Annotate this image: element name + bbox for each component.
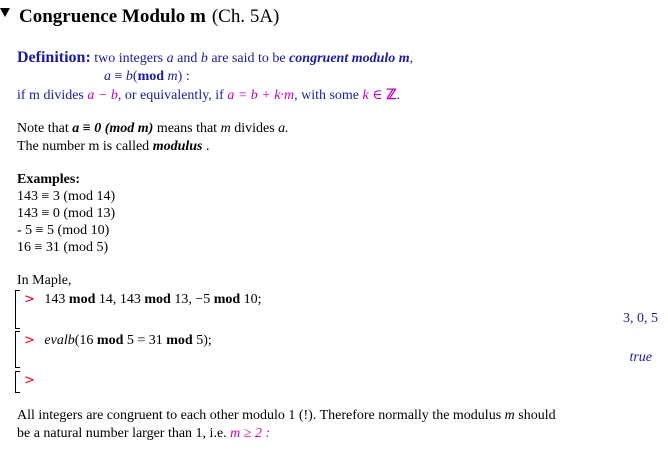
closing-line-1 bbox=[17, 408, 556, 424]
prompt-symbol: > bbox=[24, 292, 35, 307]
definition-text: two integers bbox=[94, 51, 164, 66]
maple-intro: In Maple, bbox=[17, 273, 72, 288]
definition-term: congruent modulo m bbox=[289, 51, 410, 66]
closing-formula: m ≥ 2 : bbox=[230, 426, 271, 441]
maple-command-1[interactable]: 143 mod 14, 143 mod 13, −5 mod 10; bbox=[44, 292, 262, 307]
closing-text: should bbox=[518, 408, 556, 423]
note-formula: a ≡ 0 (mod m) bbox=[72, 121, 154, 136]
formula-colon: : bbox=[185, 69, 190, 84]
formula-m: m bbox=[167, 69, 178, 84]
closing-var-m: m bbox=[504, 408, 515, 423]
closing-text: All integers are congruent to each other modulo 1 (!). Therefore normally the modulus bbox=[17, 408, 502, 423]
maple-input-1[interactable] bbox=[24, 292, 262, 308]
formula-mod: mod bbox=[137, 69, 165, 84]
definition-formula: a ≡ b(mod m) : bbox=[104, 69, 190, 84]
section-title-text: Congruence Modulo m bbox=[19, 6, 206, 27]
var-a: a bbox=[166, 51, 174, 66]
integers-symbol: ℤ bbox=[386, 88, 397, 103]
maple-command-2[interactable]: evalb(16 mod 5 = 31 mod 5); bbox=[44, 333, 212, 348]
section-subtitle: (Ch. 5A) bbox=[211, 6, 280, 27]
note-line-1 bbox=[17, 121, 289, 137]
execution-group-bracket[interactable] bbox=[15, 331, 20, 368]
note-text: Note that bbox=[17, 121, 69, 136]
var-b: b bbox=[200, 51, 208, 66]
expr-k-in: k ∈ bbox=[362, 88, 383, 103]
definition-text: if m divides bbox=[17, 88, 84, 103]
prompt-symbol: > bbox=[24, 333, 35, 348]
note-line-2 bbox=[17, 139, 210, 155]
equiv-symbol: ≡ bbox=[114, 69, 123, 84]
maple-output-1: 3, 0, 5 bbox=[623, 311, 658, 326]
expr-a-minus-b: a − b bbox=[87, 88, 118, 103]
maple-empty-input[interactable] bbox=[24, 373, 35, 389]
examples-heading: Examples: bbox=[17, 172, 80, 187]
closing-text: be a natural number larger than 1, i.e. bbox=[17, 426, 227, 441]
section-title bbox=[19, 6, 279, 28]
note-text: divides bbox=[234, 121, 275, 136]
definition-text: , or equivalently, if bbox=[117, 88, 224, 103]
execution-group-bracket[interactable] bbox=[15, 290, 20, 329]
evalb-function: evalb bbox=[44, 333, 75, 348]
example-line: - 5 ≡ 5 (mod 10) bbox=[17, 223, 110, 238]
definition-line-3 bbox=[17, 87, 400, 104]
example-line: 143 ≡ 0 (mod 13) bbox=[17, 206, 116, 221]
execution-group-bracket[interactable] bbox=[15, 371, 20, 393]
note-var-m: m bbox=[220, 121, 231, 136]
note-term-modulus: modulus bbox=[152, 139, 203, 154]
note-var-a: a. bbox=[278, 121, 289, 136]
expr-a-eq-b-plus-km: a = b + k·m bbox=[227, 88, 295, 103]
definition-text: and bbox=[177, 51, 198, 66]
note-text: The number m is called bbox=[17, 139, 150, 154]
definition-line-1 bbox=[17, 49, 413, 67]
note-text: means that bbox=[156, 121, 218, 136]
prompt-symbol: > bbox=[24, 373, 35, 388]
definition-text: , with some bbox=[294, 88, 360, 103]
definition-label: Definition: bbox=[17, 49, 91, 66]
example-line: 16 ≡ 31 (mod 5) bbox=[17, 240, 109, 255]
note-text: . bbox=[206, 139, 210, 154]
section-collapse-triangle-icon[interactable] bbox=[0, 8, 10, 17]
definition-text: , bbox=[409, 51, 414, 66]
formula-a: a bbox=[104, 69, 111, 84]
maple-output-2: true bbox=[629, 350, 652, 365]
definition-text: . bbox=[396, 88, 401, 103]
closing-line-2 bbox=[17, 426, 270, 442]
formula-b: b bbox=[125, 69, 133, 84]
example-line: 143 ≡ 3 (mod 14) bbox=[17, 189, 116, 204]
maple-input-2[interactable] bbox=[24, 333, 212, 349]
definition-text: are said to be bbox=[211, 51, 286, 66]
